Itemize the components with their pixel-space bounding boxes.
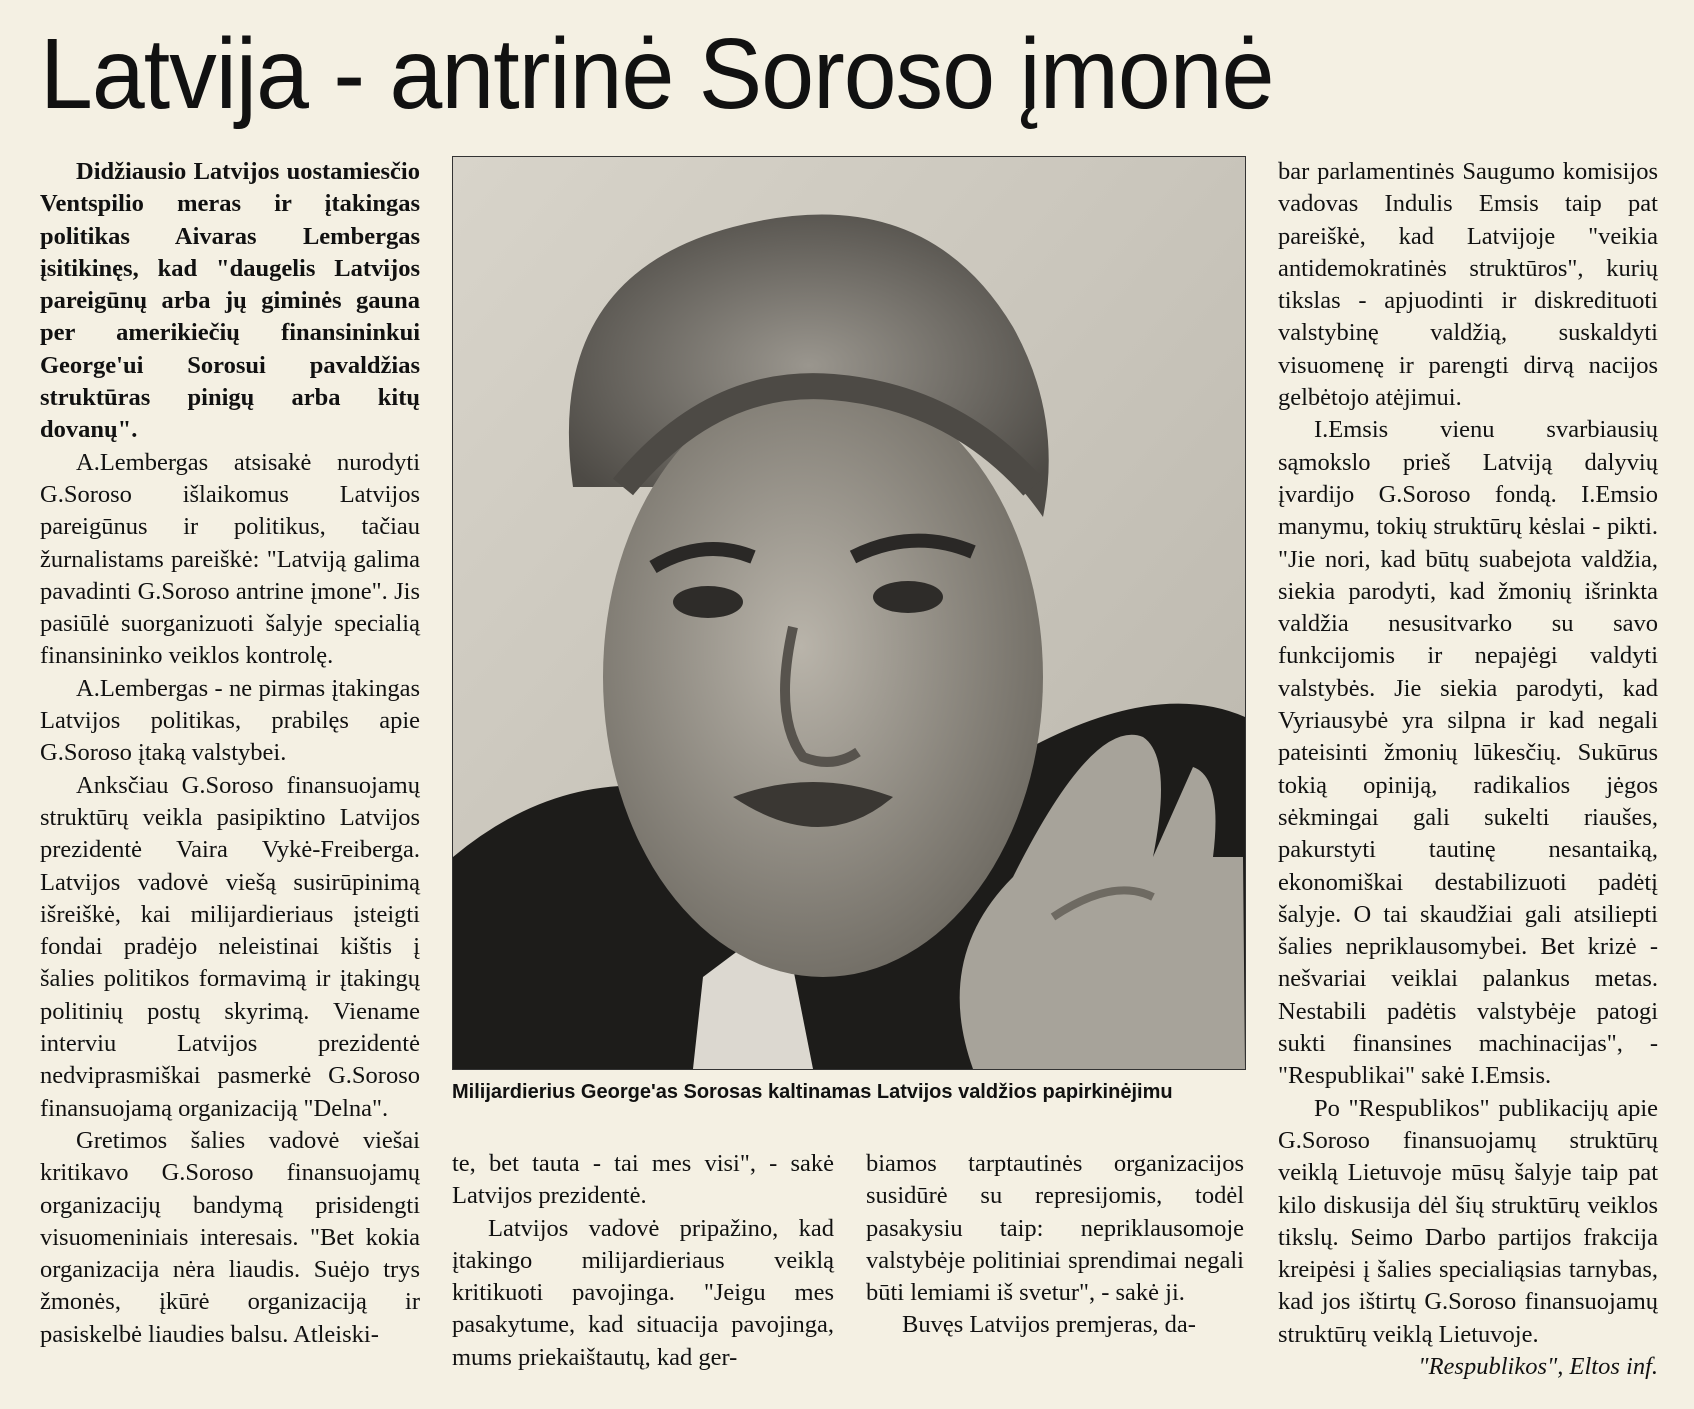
body-paragraph: Buvęs Latvijos premjeras, da- xyxy=(902,1311,1196,1339)
article-column-2 xyxy=(452,1148,834,1374)
article-column-4 xyxy=(1278,156,1658,1383)
body-paragraph: bar parlamentinės Saugumo komisijos vadovas Indulis Emsis taip pat pareiškė, kad Latvijoje "veikia antidemokratinės struktūros", kurių tikslas - apjuodinti ir diskredituoti valstybinę valdžią, suskaldyti visuomenę ir parengti dirvą nacijos gelbėtojo atėjimui. xyxy=(1278,158,1658,412)
lead-paragraph: Didžiausio Latvijos uostamiesčio Ventspilio meras ir įtakingas politikas Aivaras Lembergas įsitikinęs, kad "daugelis Latvijos pareigūnų arba jų giminės gauna per amerikiečių finansininkui George'ui Sorosui pavaldžias struktūras pinigų arba kitų dovanų". xyxy=(40,158,420,444)
body-paragraph: Anksčiau G.Soroso finansuojamų struktūrų veikla pasipiktino Latvijos prezidentė Vaira Vykė-Freiberga. Latvijos vadovė viešą susirūpinimą išreiškė, kai milijardieriaus įsteigti fondai pradėjo neleistinai kištis į šalies politikos formavimą ir įtakingų politinių postų skyrimą. Viename interviu Latvijos prezidentė nedviprasmiškai pasmerkė G.Soroso finansuojamą organizaciją "Delna". xyxy=(40,771,420,1122)
article-column-3 xyxy=(866,1148,1244,1342)
source-signature: "Respublikos", Eltos inf. xyxy=(1418,1352,1658,1380)
article-headline: Latvija - antrinė Soroso įmonė xyxy=(40,18,1274,130)
body-paragraph: A.Lembergas - ne pirmas įtakingas Latvijos politikas, prabilęs apie G.Soroso įtaką valstybei. xyxy=(40,674,420,767)
photo-caption: Milijardierius George'as Sorosas kaltinamas Latvijos valdžios papirkinėjimu xyxy=(452,1081,1173,1103)
body-paragraph: A.Lembergas atsisakė nurodyti G.Soroso išlaikomus Latvijos pareigūnus ir politikus, tačiau žurnalistams pareiškė: "Latviją galima pavadinti G.Soroso antrine įmone". Jis pasiūlė suorganizuoti šalyje specialią finansininko veiklos kontrolę. xyxy=(40,448,420,670)
body-paragraph: Latvijos vadovė pripažino, kad įtakingo milijardieriaus veiklą kritikuoti pavojinga. "Jeigu mes pasakytume, kad situacija pavojinga, mums priekaištautų, kad ger- xyxy=(452,1214,834,1371)
body-paragraph: biamos tarptautinės organizacijos susidūrė su represijomis, todėl pasakysiu taip: nepriklausomoje valstybėje politiniai sprendimai negali būti lemiami iš svetur", - sakė ji. xyxy=(866,1150,1244,1307)
body-paragraph: Gretimos šalies vadovė viešai kritikavo G.Soroso finansuojamų organizacijų bandymą prisidengti visuomeniniais interesais. "Bet kokia organizacija nėra liaudis. Suėjo trys žmonės, įkūrė organizaciją ir pasiskelbė liaudies balsu. Atleiski- xyxy=(40,1126,420,1348)
article-photo xyxy=(452,156,1246,1070)
body-paragraph: I.Emsis vienu svarbiausių sąmokslo prieš Latviją dalyvių įvardijo G.Soroso fondą. I.Emsio manymu, tokių struktūrų kėslai - pikti. "Jie nori, kad būtų suabejota valdžia, siekia parodyti, kad žmonių išrinkta valdžia nesusitvarko su savo funkcijomis ir nepajėgi valdyti valstybės. Jie siekia parodyti, kad Vyriausybė yra silpna ir kad negali pateisinti žmonių lūkesčių. Sukūrus tokią opiniją, radikalios jėgos sėkmingai gali sukelti riaušes, pakurstyti tautinę nesantaiką, ekonomiškai destabilizuoti padėtį šalyje. O tai skaudžiai gali atsiliepti šalies nepriklausomybei. Bet krizė - nešvariai veiklai palankus metas. Nestabili padėtis valstybėje patogi sukti finansines machinacijas", - "Respublikai" sakė I.Emsis. xyxy=(1278,416,1658,1090)
portrait-illustration xyxy=(453,157,1245,1069)
article-column-1 xyxy=(40,156,420,1351)
body-paragraph: te, bet tauta - tai mes visi", - sakė Latvijos prezidentė. xyxy=(452,1150,834,1210)
body-paragraph: Po "Respublikos" publikacijų apie G.Soroso finansuojamų struktūrų veiklą Lietuvoje mūsų šalyje taip pat kilo diskusija dėl šių struktūrų veiklos tikslų. Seimo Darbo partijos frakcija kreipėsi į šalies specialiąsias tarnybas, kad jos ištirtų G.Soroso finansuojamų struktūrų veiklą Lietuvoje. xyxy=(1278,1094,1658,1348)
